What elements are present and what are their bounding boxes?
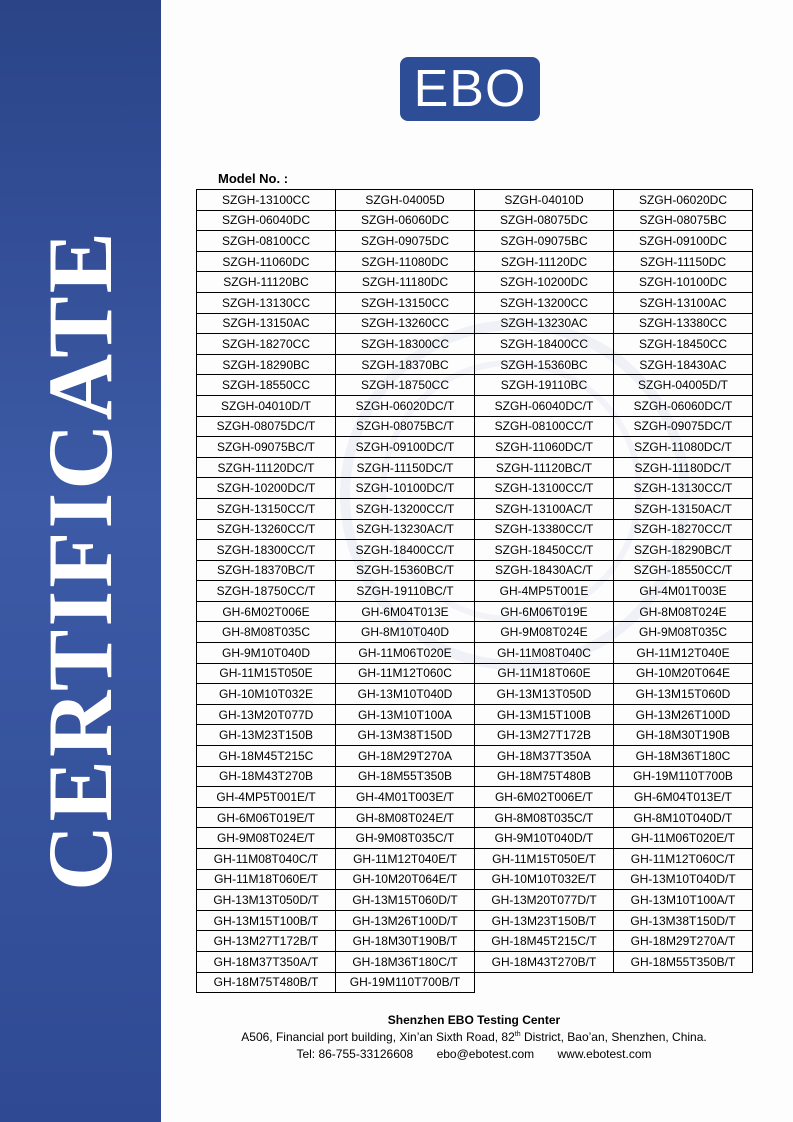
table-row xyxy=(197,581,753,602)
table-row xyxy=(197,334,753,355)
table-row xyxy=(197,746,753,767)
model-cell: SZGH-18290BC xyxy=(197,354,336,375)
model-cell: GH-13M20T077D/T xyxy=(475,890,614,911)
model-cell: SZGH-09075DC/T xyxy=(614,416,753,437)
model-cell: SZGH-06020DC xyxy=(614,190,753,211)
model-cell: SZGH-18750CC/T xyxy=(197,581,336,602)
table-row xyxy=(197,231,753,252)
table-row xyxy=(197,560,753,581)
model-cell: SZGH-10200DC/T xyxy=(197,478,336,499)
model-cell: SZGH-18430AC xyxy=(614,354,753,375)
model-cell: GH-11M18T060E xyxy=(475,663,614,684)
model-cell: SZGH-18450CC xyxy=(614,334,753,355)
model-cell: GH-8M10T040D xyxy=(336,622,475,643)
model-cell: GH-18M29T270A/T xyxy=(614,931,753,952)
model-cell: SZGH-10100DC xyxy=(614,272,753,293)
model-cell: SZGH-15360BC/T xyxy=(336,560,475,581)
model-cell: GH-13M10T040D/T xyxy=(614,869,753,890)
table-row xyxy=(197,519,753,540)
model-cell: SZGH-08075DC xyxy=(475,210,614,231)
model-table xyxy=(196,189,753,993)
model-cell: GH-11M08T040C/T xyxy=(197,849,336,870)
model-cell: GH-11M15T050E xyxy=(197,663,336,684)
company-name: Shenzhen EBO Testing Center xyxy=(387,1013,561,1027)
model-cell: SZGH-11150DC xyxy=(614,251,753,272)
model-cell: SZGH-18300CC/T xyxy=(197,540,336,561)
model-cell: GH-9M08T024E/T xyxy=(197,828,336,849)
address-part-1: A506, Financial port building, Xin’an Sixth Road, 82 xyxy=(241,1030,515,1044)
table-row xyxy=(197,437,753,458)
table-row xyxy=(197,375,753,396)
table-row xyxy=(197,704,753,725)
model-cell: SZGH-13230AC xyxy=(475,313,614,334)
table-row xyxy=(197,457,753,478)
model-cell: SZGH-13100CC/T xyxy=(475,478,614,499)
table-row xyxy=(197,601,753,622)
model-cell: SZGH-13100AC xyxy=(614,292,753,313)
model-cell: GH-10M20T064E/T xyxy=(336,869,475,890)
table-row xyxy=(197,643,753,664)
model-cell: GH-4MP5T001E xyxy=(475,581,614,602)
empty-cell xyxy=(475,972,614,993)
model-cell: GH-13M20T077D xyxy=(197,704,336,725)
table-row xyxy=(197,807,753,828)
model-cell: SZGH-13100CC xyxy=(197,190,336,211)
model-cell: GH-19M110T700B/T xyxy=(336,972,475,993)
website-link[interactable]: www.ebotest.com xyxy=(557,1047,652,1061)
table-row xyxy=(197,313,753,334)
model-cell: SZGH-11120DC/T xyxy=(197,457,336,478)
address-superscript: th xyxy=(514,1031,521,1038)
model-cell: GH-13M26T100D/T xyxy=(336,910,475,931)
model-cell: GH-11M06T020E/T xyxy=(614,828,753,849)
model-cell: GH-18M37T350A xyxy=(475,746,614,767)
model-cell: SZGH-11120BC xyxy=(197,272,336,293)
model-cell: SZGH-06040DC xyxy=(197,210,336,231)
model-cell: GH-9M08T035C xyxy=(614,622,753,643)
model-cell: SZGH-19110BC/T xyxy=(336,581,475,602)
model-cell: GH-13M10T100A/T xyxy=(614,890,753,911)
model-cell: SZGH-18270CC/T xyxy=(614,519,753,540)
model-cell: GH-4MP5T001E/T xyxy=(197,787,336,808)
model-cell: GH-13M26T100D xyxy=(614,704,753,725)
model-cell: SZGH-13150AC/T xyxy=(614,498,753,519)
model-cell: GH-9M10T040D/T xyxy=(475,828,614,849)
model-cell: GH-6M04T013E xyxy=(336,601,475,622)
model-cell: GH-6M06T019E/T xyxy=(197,807,336,828)
model-cell: GH-13M10T040D xyxy=(336,684,475,705)
empty-cell xyxy=(614,972,753,993)
table-row xyxy=(197,663,753,684)
model-cell: SZGH-13230AC/T xyxy=(336,519,475,540)
model-cell: SZGH-18550CC/T xyxy=(614,560,753,581)
model-cell: GH-11M12T040E xyxy=(614,643,753,664)
model-cell: SZGH-08075BC/T xyxy=(336,416,475,437)
model-cell: GH-18M36T180C/T xyxy=(336,951,475,972)
model-cell: SZGH-09100DC/T xyxy=(336,437,475,458)
table-row xyxy=(197,354,753,375)
model-cell: SZGH-10200DC xyxy=(475,272,614,293)
model-cell: SZGH-11060DC/T xyxy=(475,437,614,458)
model-cell: SZGH-09075BC/T xyxy=(197,437,336,458)
model-cell: GH-8M08T035C/T xyxy=(475,807,614,828)
model-cell: GH-13M27T172B xyxy=(475,725,614,746)
model-cell: GH-9M08T024E xyxy=(475,622,614,643)
model-cell: GH-6M02T006E/T xyxy=(475,787,614,808)
model-cell: GH-18M55T350B xyxy=(336,766,475,787)
model-cell: GH-8M08T024E/T xyxy=(336,807,475,828)
model-cell: GH-11M08T040C xyxy=(475,643,614,664)
model-cell: GH-13M15T060D xyxy=(614,684,753,705)
model-cell: SZGH-13150AC xyxy=(197,313,336,334)
model-cell: SZGH-06060DC xyxy=(336,210,475,231)
certificate-sidebar xyxy=(0,0,161,1122)
model-cell: GH-18M75T480B/T xyxy=(197,972,336,993)
table-row xyxy=(197,251,753,272)
model-cell: SZGH-18550CC xyxy=(197,375,336,396)
model-cell: GH-9M08T035C/T xyxy=(336,828,475,849)
model-cell: SZGH-13380CC xyxy=(614,313,753,334)
table-row xyxy=(197,622,753,643)
model-cell: SZGH-13260CC/T xyxy=(197,519,336,540)
model-cell: SZGH-08100CC xyxy=(197,231,336,252)
table-row xyxy=(197,292,753,313)
model-cell: SZGH-18370BC xyxy=(336,354,475,375)
model-cell: SZGH-08100CC/T xyxy=(475,416,614,437)
model-cell: SZGH-13130CC/T xyxy=(614,478,753,499)
model-cell: SZGH-13260CC xyxy=(336,313,475,334)
model-cell: SZGH-04010D/T xyxy=(197,395,336,416)
model-cell: GH-8M08T035C xyxy=(197,622,336,643)
certificate-title: CERTIFICATE xyxy=(29,229,131,891)
table-row xyxy=(197,828,753,849)
table-row xyxy=(197,787,753,808)
model-cell: SZGH-08075BC xyxy=(614,210,753,231)
table-row xyxy=(197,210,753,231)
model-cell: SZGH-18400CC/T xyxy=(336,540,475,561)
table-row xyxy=(197,869,753,890)
table-row xyxy=(197,395,753,416)
model-cell: GH-13M15T060D/T xyxy=(336,890,475,911)
model-cell: GH-18M55T350B/T xyxy=(614,951,753,972)
model-cell: GH-19M110T700B xyxy=(614,766,753,787)
table-row xyxy=(197,190,753,211)
model-cell: GH-18M36T180C xyxy=(614,746,753,767)
model-cell: GH-18M45T215C/T xyxy=(475,931,614,952)
model-cell: GH-4M01T003E xyxy=(614,581,753,602)
model-cell: SZGH-06060DC/T xyxy=(614,395,753,416)
model-cell: SZGH-13200CC xyxy=(475,292,614,313)
model-cell: SZGH-11060DC xyxy=(197,251,336,272)
table-row xyxy=(197,849,753,870)
model-cell: SZGH-13150CC/T xyxy=(197,498,336,519)
model-cell: GH-11M12T060C/T xyxy=(614,849,753,870)
model-cell: GH-8M08T024E xyxy=(614,601,753,622)
table-row xyxy=(197,766,753,787)
model-cell: SZGH-13200CC/T xyxy=(336,498,475,519)
model-cell: SZGH-04010D xyxy=(475,190,614,211)
model-cell: SZGH-04005D/T xyxy=(614,375,753,396)
model-cell: GH-18M29T270A xyxy=(336,746,475,767)
model-cell: GH-18M43T270B/T xyxy=(475,951,614,972)
model-cell: GH-11M18T060E/T xyxy=(197,869,336,890)
model-cell: SZGH-18270CC xyxy=(197,334,336,355)
table-row xyxy=(197,931,753,952)
table-row xyxy=(197,951,753,972)
model-cell: GH-10M20T064E xyxy=(614,663,753,684)
table-row xyxy=(197,498,753,519)
model-cell: GH-18M45T215C xyxy=(197,746,336,767)
table-row xyxy=(197,478,753,499)
model-cell: SZGH-18300CC xyxy=(336,334,475,355)
table-row xyxy=(197,910,753,931)
model-cell: GH-18M30T190B/T xyxy=(336,931,475,952)
telephone: Tel: 86-755-33126608 xyxy=(296,1047,414,1061)
model-no-label: Model No. : xyxy=(218,171,289,186)
model-cell: SZGH-11150DC/T xyxy=(336,457,475,478)
table-row xyxy=(197,684,753,705)
model-cell: SZGH-11180DC/T xyxy=(614,457,753,478)
model-cell: GH-13M15T100B/T xyxy=(197,910,336,931)
model-cell: GH-11M12T040E/T xyxy=(336,849,475,870)
model-cell: GH-13M38T150D xyxy=(336,725,475,746)
model-cell: GH-18M43T270B xyxy=(197,766,336,787)
model-cell: SZGH-18430AC/T xyxy=(475,560,614,581)
model-cell: SZGH-18370BC/T xyxy=(197,560,336,581)
model-cell: GH-13M38T150D/T xyxy=(614,910,753,931)
model-cell: GH-13M23T150B/T xyxy=(475,910,614,931)
model-cell: GH-18M30T190B xyxy=(614,725,753,746)
model-cell: SZGH-18400CC xyxy=(475,334,614,355)
model-cell: SZGH-11120BC/T xyxy=(475,457,614,478)
model-cell: GH-4M01T003E/T xyxy=(336,787,475,808)
model-cell: GH-11M15T050E/T xyxy=(475,849,614,870)
model-cell: GH-18M37T350A/T xyxy=(197,951,336,972)
model-cell: SZGH-13130CC xyxy=(197,292,336,313)
model-cell: SZGH-18750CC xyxy=(336,375,475,396)
model-cell: GH-18M75T480B xyxy=(475,766,614,787)
model-cell: GH-13M13T050D/T xyxy=(197,890,336,911)
model-cell: SZGH-06020DC/T xyxy=(336,395,475,416)
model-cell: SZGH-04005D xyxy=(336,190,475,211)
model-cell: SZGH-09075BC xyxy=(475,231,614,252)
model-cell: GH-8M10T040D/T xyxy=(614,807,753,828)
model-cell: GH-9M10T040D xyxy=(197,643,336,664)
model-cell: SZGH-18450CC/T xyxy=(475,540,614,561)
company-contact xyxy=(196,1047,752,1061)
model-cell: GH-13M23T150B xyxy=(197,725,336,746)
table-row xyxy=(197,725,753,746)
model-cell: SZGH-11080DC/T xyxy=(614,437,753,458)
model-cell: SZGH-11120DC xyxy=(475,251,614,272)
model-cell: GH-6M06T019E xyxy=(475,601,614,622)
model-cell: GH-13M13T050D xyxy=(475,684,614,705)
model-cell: SZGH-15360BC xyxy=(475,354,614,375)
model-cell: GH-10M10T032E/T xyxy=(475,869,614,890)
ebo-logo: EBO xyxy=(400,57,540,121)
model-cell: SZGH-10100DC/T xyxy=(336,478,475,499)
model-cell: SZGH-09100DC xyxy=(614,231,753,252)
model-cell: SZGH-13100AC/T xyxy=(475,498,614,519)
model-cell: GH-11M06T020E xyxy=(336,643,475,664)
model-cell: SZGH-13380CC/T xyxy=(475,519,614,540)
company-address xyxy=(196,1030,752,1044)
email-link[interactable]: ebo@ebotest.com xyxy=(436,1047,535,1061)
model-cell: SZGH-08075DC/T xyxy=(197,416,336,437)
model-cell: GH-13M10T100A xyxy=(336,704,475,725)
table-row xyxy=(197,272,753,293)
model-cell: GH-6M04T013E/T xyxy=(614,787,753,808)
model-cell: GH-13M27T172B/T xyxy=(197,931,336,952)
model-cell: SZGH-13150CC xyxy=(336,292,475,313)
model-cell: SZGH-19110BC xyxy=(475,375,614,396)
model-cell: GH-10M10T032E xyxy=(197,684,336,705)
model-cell: SZGH-09075DC xyxy=(336,231,475,252)
table-row xyxy=(197,890,753,911)
model-cell: SZGH-06040DC/T xyxy=(475,395,614,416)
model-cell: GH-13M15T100B xyxy=(475,704,614,725)
model-cell: SZGH-11080DC xyxy=(336,251,475,272)
table-row xyxy=(197,972,753,993)
address-part-2: District, Bao’an, Shenzhen, China. xyxy=(520,1030,707,1044)
model-cell: GH-11M12T060C xyxy=(336,663,475,684)
table-row xyxy=(197,416,753,437)
model-cell: SZGH-18290BC/T xyxy=(614,540,753,561)
table-row xyxy=(197,540,753,561)
model-cell: SZGH-11180DC xyxy=(336,272,475,293)
model-cell: GH-6M02T006E xyxy=(197,601,336,622)
